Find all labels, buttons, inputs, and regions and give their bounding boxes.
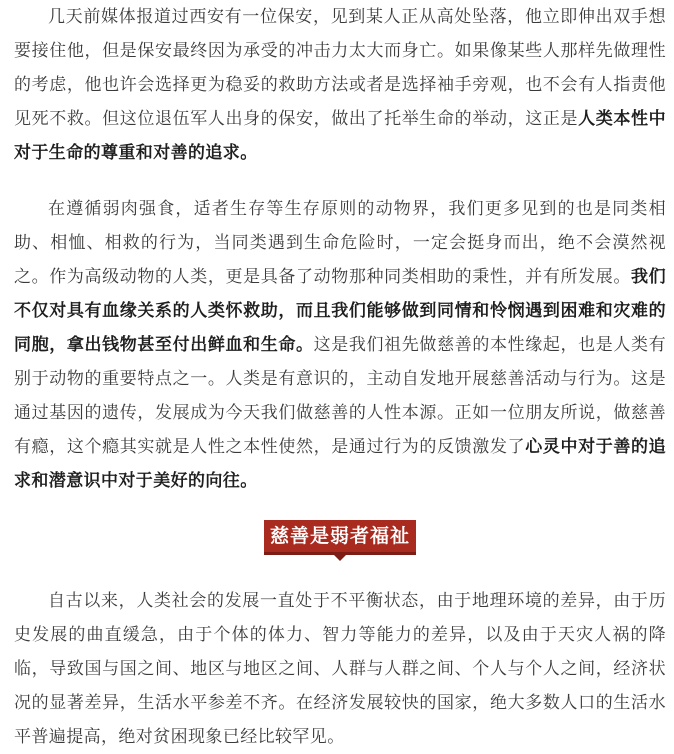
section-heading: 慈善是弱者福祉 (264, 520, 416, 555)
paragraph-security-guard (14, 0, 666, 170)
paragraph-animal-kingdom (14, 192, 666, 498)
paragraph-social-imbalance (14, 584, 666, 754)
paragraph-2-emphasis-1: 我们不仅对具有血缘关系的人类怀救助，而且我们能够做到同情和怜悯遇到困难和灾难的同胞，拿出钱物甚至付出鲜血和生命。 (14, 267, 666, 355)
paragraph-3-text: 自古以来，人类社会的发展一直处于不平衡状态，由于地理环境的差异，由于历史发展的曲直缓急，由于个体的体力、智力等能力的差异，以及由于天灾人祸的降临，导致国与国之间、地区与地区之间、人群与人群之间、个人与个人之间，经济状况的显著差异，生活水平参差不齐。在经济发展较快的国家，绝大多数人口的生活水平普遍提高，绝对贫困现象已经比较罕见。 (14, 591, 666, 747)
paragraph-2-emphasis-2: 心灵中对于善的追求和潜意识中对于美好的向往。 (14, 437, 666, 491)
paragraph-1-text: 几天前媒体报道过西安有一位保安，见到某人正从高处坠落，他立即伸出双手想要接住他，但是保安最终因为承受的冲击力太大而身亡。如果像某些人那样先做理性的考虑，他也许会选择更为稳妥的救助方法或者是选择袖手旁观，也不会有人指责他见死不救。但这位退伍军人出身的保安，做出了托举生命的举动，这正是 (14, 7, 666, 129)
paragraph-2-text-1: 在遵循弱肉强食，适者生存等生存原则的动物界，我们更多见到的也是同类相助、相恤、相救的行为，当同类遇到生命危险时，一定会挺身而出，绝不会漠然视之。作为高级动物的人类，更是具备了动物那种同类相助的秉性，并有所发展。 (14, 199, 666, 287)
paragraph-1-emphasis: 人类本性中对于生命的尊重和对善的追求。 (14, 109, 666, 163)
section-heading-wrapper (14, 520, 666, 568)
paragraph-2-text-2: 这是我们祖先做慈善的本性缘起，也是人类有别于动物的重要特点之一。人类是有意识的，主动自发地开展慈善活动与行为。这是通过基因的遗传，发展成为今天我们做慈善的人性本源。正如一位朋友所说，做慈善有瘾，这个瘾其实就是人性之本性使然，是通过行为的反馈激发了 (14, 335, 666, 457)
